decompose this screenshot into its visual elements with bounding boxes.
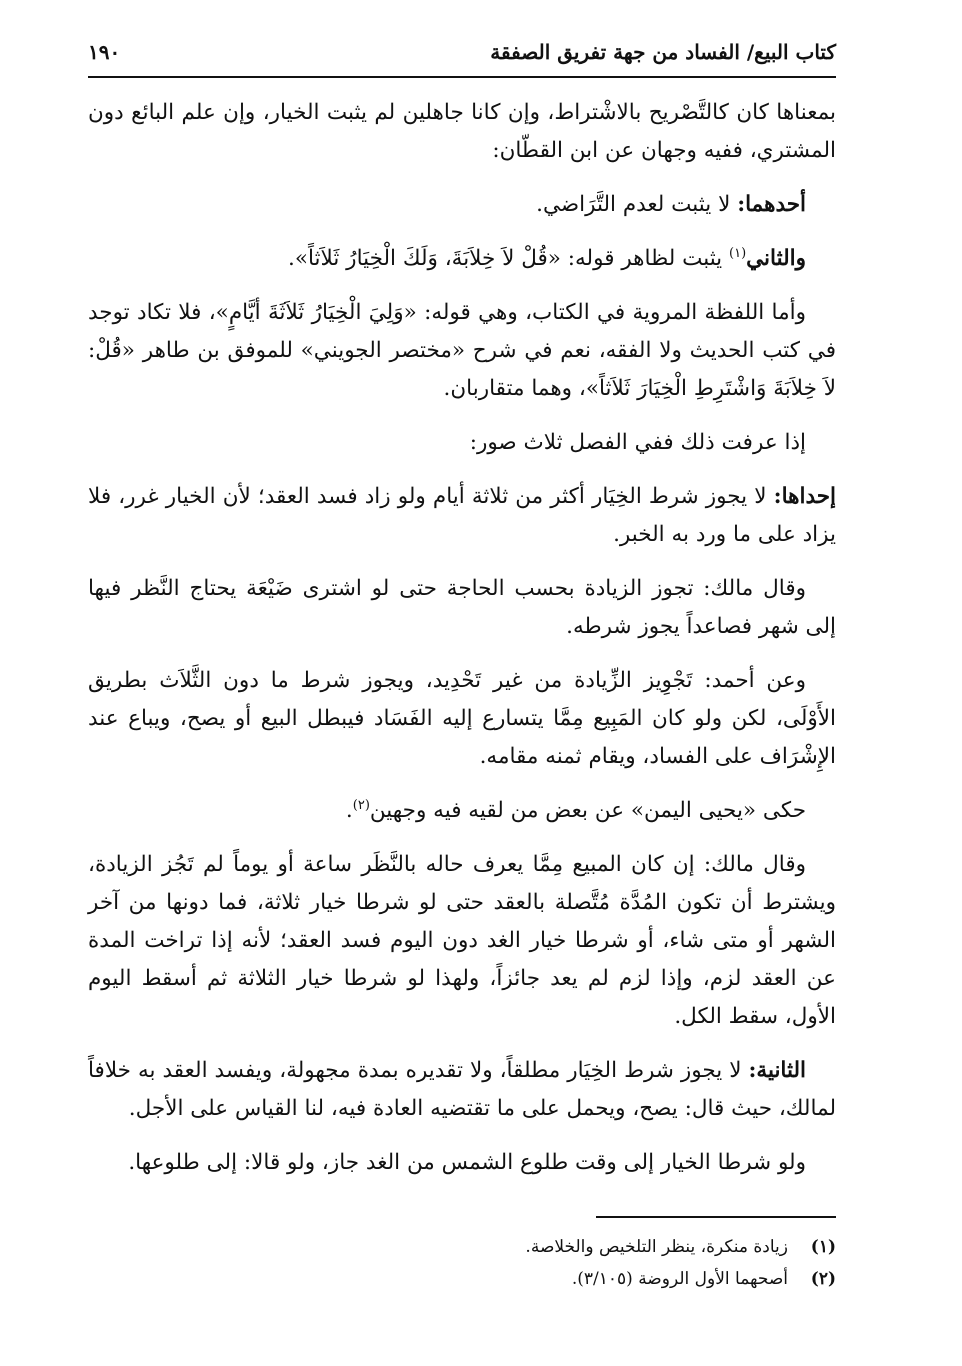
paragraph: وقال مالك: تجوز الزيادة بحسب الحاجة حتى لو اشترى ضَيْعَة يحتاج النَّظر فيها إلى شهر فصاعداً يجوز شرطه.: [88, 576, 836, 639]
paragraph: إحداها: لا يجوز شرط الخِيَار أكثر من ثلاثة أيام ولو زاد فسد العقد؛ لأن الخيار غرر، فلا يزاد على ما ورد به الخبر.: [88, 484, 836, 547]
footnote-text: زيادة منكرة، ينظر التلخيص والخلاصة.: [525, 1237, 788, 1257]
running-header: [88, 26, 836, 78]
running-title: كتاب البيع/ الفساد من جهة تفريق الصفقة: [490, 40, 836, 64]
footnote-marker: (١): [729, 245, 747, 261]
paragraph-lead: والثاني: [746, 246, 806, 271]
paragraph-lead: إحداها:: [773, 484, 836, 509]
paragraph: إذا عرفت ذلك ففي الفصل ثلاث صور:: [469, 430, 806, 455]
book-page: [88, 26, 836, 1336]
paragraph: والثاني$^{(١)}$ يثبت لظاهر قوله: «قُلْ لاَ خِلاَبَةَ، وَلَكَ الْخِيَارُ ثَلاَثاً».: [288, 245, 806, 271]
paragraph-lead: الثانية:: [748, 1058, 806, 1083]
footnote: [88, 1263, 836, 1295]
paragraph: الثانية: لا يجوز شرط الخِيَار مطلقاً، ولا تقديره بمدة مجهولة، ويفسد العقد به خلافاً لمالك، حيث قال: يصح، ويحمل على ما تقتضيه العادة فيه، لنا القياس على الأجل.: [88, 1058, 836, 1121]
footnote: [88, 1231, 836, 1263]
paragraph-lead: أحدهما:: [737, 192, 806, 217]
header-divider: [88, 76, 836, 78]
paragraph: أحدهما: لا يثبت لعدم التَّرَاضي.: [536, 192, 806, 217]
page-number: ١٩٠: [88, 40, 121, 64]
footnote-number: (٢): [810, 1269, 836, 1289]
footnotes: [88, 1231, 836, 1295]
footnote-text: أصحهما الأول الروضة (٣/١٠٥).: [571, 1269, 788, 1289]
main-text: [88, 94, 836, 1198]
footnote-divider: [596, 1216, 836, 1218]
paragraph: وأما اللفظة المروية في الكتاب، وهي قوله: «وَلِيَ الْخِيَارُ ثَلاَثَةَ أيَّامٍ»، فلا تكاد توجد في كتب الحديث ولا الفقه، نعم في شرح «مختصر الجويني» للموفق بن طاهر «قُلْ: لاَ خِلاَبَةَ وَاشْتَرِطِ الْخِيَارَ ثَلاَثاً»، وهما متقاربان.: [88, 300, 836, 401]
paragraph: وقال مالك: إن كان المبيع مِمَّا يعرف حاله بالنَّظَر ساعة أو يوماً لم تَجُز الزيادة، ويشترط أن تكون المُدَّة مُتَّصلة بالعقد حتى لو شرطا خيار ثلاثة، فما دونها من آخر الشهر أو متى شاء، أو شرطا خيار الغد دون اليوم فسد العقد؛ لأنه إذا تراخت المدة عن العقد لزم، وإذا لزم لم يعد جائزاً، ولهذا لو شرطا خيار الثلاثة ثم أسقط اليوم الأول، سقط الكل.: [88, 852, 836, 1029]
paragraph: حكى «يحيى اليمن» عن بعض من لقيه فيه وجهين$^{(٢)}$.: [345, 797, 806, 823]
footnote-marker: (٢): [352, 797, 370, 813]
paragraph: بمعناها كان كالتَّصْريح بالاشْتراط، وإن كانا جاهلين لم يثبت الخيار، وإن علم البائع دون المشتري، ففيه وجهان عن ابن القطّان:: [88, 100, 836, 163]
paragraph: وعن أحمد: تَجْوِيز الزِّيادة من غير تَحْدِيد، ويجوز شرط ما دون الثَّلاَث بطريق الأَوْلَى، لكن ولو كان المَبِيع مِمَّا يتسارع إليه الفَسَاد فيبطل البيع أو يصح، ويباع عند الإِشْرَاف على الفساد، ويقام ثمنه مقامه.: [88, 668, 836, 769]
paragraph: ولو شرطا الخيار إلى وقت طلوع الشمس من الغد جاز، ولو قالا: إلى طلوعها.: [128, 1150, 806, 1175]
footnote-number: (١): [810, 1237, 836, 1257]
